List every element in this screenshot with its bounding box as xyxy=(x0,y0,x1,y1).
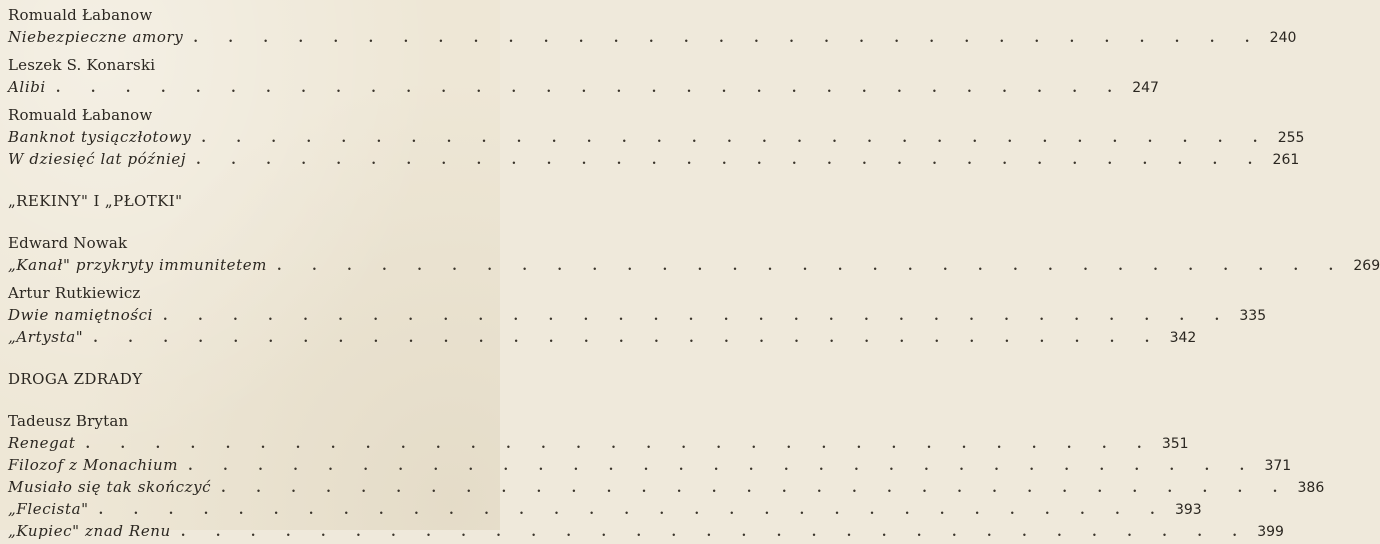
author-group xyxy=(8,232,1380,276)
author-name: Tadeusz Brytan xyxy=(8,412,129,430)
author-name: Leszek S. Konarski xyxy=(8,56,156,74)
dot-leader: . . . . . . . . . . . . . . . . . . . . . . . . . . . . . . . xyxy=(188,459,1258,474)
toc-entry xyxy=(8,76,1159,98)
entry-title: W dziesięć lat później xyxy=(8,150,187,168)
page-number: 342 xyxy=(1169,330,1197,346)
dot-leader: . . . . . . . . . . . . . . . . . . . . . . . . . . . . . . . xyxy=(163,309,1233,324)
dot-leader: . . . . . . . . . . . . . . . . . . . . . . . . . . . . . . . xyxy=(85,437,1155,452)
table-of-contents xyxy=(8,4,1380,542)
toc-entry xyxy=(8,454,1292,476)
author-name: Romuald Łabanow xyxy=(8,6,153,24)
page-number: 269 xyxy=(1353,258,1380,274)
entry-title: Filozof z Monachium xyxy=(8,456,179,474)
author-name: Romuald Łabanow xyxy=(8,106,153,124)
dot-leader: . . . . . . . . . . . . . . . . . . . . . . . . . . . . . . . xyxy=(196,153,1266,168)
page-number: 240 xyxy=(1269,30,1297,46)
author-group xyxy=(8,54,1159,98)
entry-title: „Kupiec" znad Renu xyxy=(8,522,171,540)
toc-entry xyxy=(8,498,1202,520)
page-number: 393 xyxy=(1174,502,1202,518)
entry-title: Renegat xyxy=(8,434,76,452)
page-number: 386 xyxy=(1297,480,1325,496)
toc-entry xyxy=(8,254,1380,276)
dot-leader: . . . . . . . . . . . . . . . . . . . . . . . . . . . . . . . xyxy=(201,131,1271,146)
dot-leader: . . . . . . . . . . . . . . . . . . . . . . . . . . . . . . . xyxy=(55,81,1125,96)
toc-entry xyxy=(8,148,1300,170)
entry-title: „Artysta" xyxy=(8,328,84,346)
entry-title: „Flecista" xyxy=(8,500,89,518)
dot-leader: . . . . . . . . . . . . . . . . . . . . . . . . . . . . . . . xyxy=(98,503,1168,518)
page-number: 335 xyxy=(1239,308,1267,324)
page-number: 371 xyxy=(1264,458,1292,474)
dot-leader: . . . . . . . . . . . . . . . . . . . . . . . . . . . . . . . xyxy=(277,259,1347,274)
page-number: 399 xyxy=(1257,524,1284,540)
toc-entry xyxy=(8,432,1189,454)
section-heading: „REKINY" I „PŁOTKI" xyxy=(8,192,183,210)
entry-title: Dwie namiętności xyxy=(8,306,154,324)
author-name: Artur Rutkiewicz xyxy=(8,284,141,302)
author-name: Edward Nowak xyxy=(8,234,128,252)
author-group xyxy=(8,282,1267,348)
page-number: 255 xyxy=(1277,130,1305,146)
author-group xyxy=(8,4,1297,48)
entry-title: Alibi xyxy=(8,78,46,96)
entry-title: Niebezpieczne amory xyxy=(8,28,184,46)
toc-entry xyxy=(8,126,1305,148)
toc-entry xyxy=(8,326,1197,348)
toc-entry xyxy=(8,520,1284,542)
author-group xyxy=(8,104,1305,170)
section-heading: DROGA ZDRADY xyxy=(8,370,143,388)
dot-leader: . . . . . . . . . . . . . . . . . . . . . . . . . . . . . . . xyxy=(193,31,1263,46)
entry-title: Musiało się tak skończyć xyxy=(8,478,212,496)
dot-leader: . . . . . . . . . . . . . . . . . . . . . . . . . . . . . . . xyxy=(180,525,1250,540)
toc-entry xyxy=(8,476,1325,498)
entry-title: „Kanał" przykryty immunitetem xyxy=(8,256,268,274)
page-number: 247 xyxy=(1132,80,1159,96)
toc-entry xyxy=(8,26,1297,48)
page-number: 351 xyxy=(1161,436,1189,452)
dot-leader: . . . . . . . . . . . . . . . . . . . . . . . . . . . . . . . xyxy=(93,331,1163,346)
entry-title: Banknot tysiączłotowy xyxy=(8,128,192,146)
page-number: 261 xyxy=(1272,152,1300,168)
toc-entry xyxy=(8,304,1267,326)
dot-leader: . . . . . . . . . . . . . . . . . . . . . . . . . . . . . . . xyxy=(221,481,1291,496)
author-group xyxy=(8,410,1325,542)
